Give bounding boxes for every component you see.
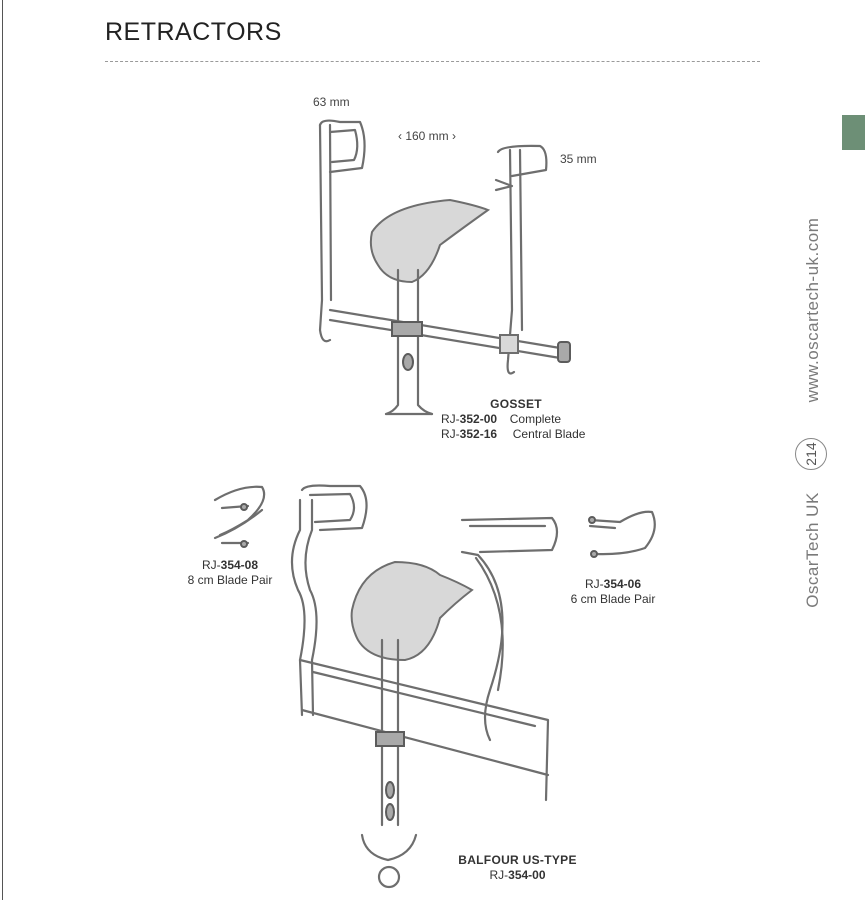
balfour-caption: [455, 853, 580, 883]
blade-8cm-desc: 8 cm Blade Pair: [187, 573, 273, 587]
balfour-retractor-illustration: [292, 486, 557, 888]
gosset-caption: [441, 397, 601, 442]
sidebar-brand: OscarTech UK: [803, 492, 822, 608]
gosset-retractor-illustration: [320, 121, 570, 414]
gosset-name: GOSSET: [490, 397, 542, 411]
page-title: RETRACTORS: [105, 18, 282, 46]
gosset-item-row: [441, 427, 601, 442]
gosset-item-code: 352-16: [459, 427, 498, 441]
blade-6cm-desc: 6 cm Blade Pair: [570, 592, 656, 606]
balfour-code: 354-00: [508, 868, 546, 882]
gosset-spread-dimension: ‹ 160 mm ›: [398, 129, 457, 143]
gosset-item-code-prefix: RJ-: [441, 427, 460, 441]
balfour-code-prefix: RJ-: [489, 868, 509, 882]
sidebar-url: www.oscartech-uk.com: [803, 217, 822, 403]
blade-8cm-code: 354-08: [220, 558, 259, 572]
gosset-item-code: 352-00: [459, 412, 498, 426]
blade-8cm-code-prefix: RJ-: [201, 558, 221, 572]
blade-6cm-illustration: [589, 512, 655, 557]
blade-6cm-code-prefix: RJ-: [584, 577, 604, 591]
page-number-badge: 214: [795, 438, 827, 470]
gosset-item-row: [441, 412, 601, 427]
blade-8cm-illustration: [215, 487, 264, 547]
gosset-item-desc: Central Blade: [512, 427, 586, 441]
balfour-name: BALFOUR US-TYPE: [458, 853, 577, 867]
gosset-item-desc: Complete: [509, 412, 562, 426]
gosset-item-code-prefix: RJ-: [441, 412, 460, 426]
blade-6cm-caption: [563, 577, 663, 607]
gosset-frame-dimension: 63 mm: [313, 95, 350, 109]
gosset-blade-dimension: 35 mm: [560, 152, 597, 166]
blade-6cm-code: 354-06: [603, 577, 642, 591]
blade-8cm-caption: [180, 558, 280, 588]
